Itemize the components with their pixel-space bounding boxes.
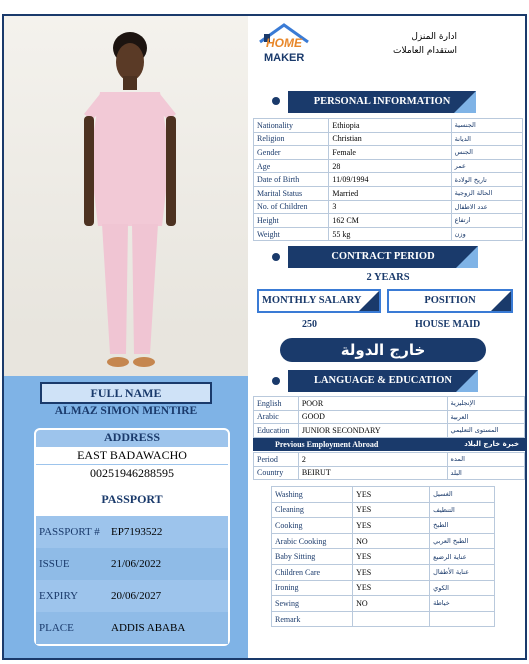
skill-row-value: NO xyxy=(353,533,430,549)
previous-employment-title: Previous Employment Abroad xyxy=(275,440,379,449)
contract-period-header xyxy=(288,246,478,268)
arabic-header xyxy=(393,30,457,58)
previous-row xyxy=(254,453,525,467)
bullet-icon xyxy=(272,97,280,105)
language-row-value: POOR xyxy=(298,397,447,411)
previous-employment-header xyxy=(253,438,525,451)
personal-row xyxy=(254,159,523,173)
personal-row xyxy=(254,227,523,241)
passport-row xyxy=(36,580,228,612)
passport-row-value: 21/06/2022 xyxy=(111,558,162,570)
previous-row-label: Period xyxy=(254,453,299,467)
personal-row-value: 28 xyxy=(329,159,451,173)
passport-row xyxy=(36,516,228,548)
skill-row-ar: الغسيل xyxy=(430,487,495,503)
passport-row-label: PASSPORT # xyxy=(39,526,100,538)
skill-row-ar: الطبخ العربي xyxy=(430,533,495,549)
personal-row-label: Religion xyxy=(254,132,329,146)
skills-table xyxy=(271,486,495,627)
previous-row-label: Country xyxy=(254,466,299,480)
salary-value: 250 xyxy=(302,319,317,330)
skill-row xyxy=(272,596,495,612)
personal-row xyxy=(254,214,523,228)
skill-row-ar: عناية الرضيع xyxy=(430,549,495,565)
skill-row-value: YES xyxy=(353,564,430,580)
language-row-value: GOOD xyxy=(298,410,447,424)
passport-row xyxy=(36,548,228,580)
personal-info-table xyxy=(253,118,523,241)
candidate-photo xyxy=(4,16,248,376)
address-line-2: 00251946288595 xyxy=(36,465,228,482)
skill-row-value xyxy=(353,611,430,627)
personal-row-ar: الديانة xyxy=(451,132,522,146)
personal-row-label: Age xyxy=(254,159,329,173)
personal-row xyxy=(254,200,523,214)
personal-row-value: 162 CM xyxy=(329,214,451,228)
skill-row-value: YES xyxy=(353,518,430,534)
position-value: HOUSE MAID xyxy=(415,319,481,330)
personal-row xyxy=(254,132,523,146)
bullet-icon xyxy=(272,377,280,385)
skill-row-ar: التنظيف xyxy=(430,502,495,518)
position-label-box xyxy=(387,289,513,313)
personal-row-ar: الجنس xyxy=(451,146,522,160)
skill-row-ar: الكوي xyxy=(430,580,495,596)
personal-row xyxy=(254,119,523,133)
skill-row xyxy=(272,611,495,627)
skill-row-value: YES xyxy=(353,502,430,518)
personal-row-value: Christian xyxy=(329,132,451,146)
personal-row-label: Gender xyxy=(254,146,329,160)
skill-row xyxy=(272,580,495,596)
position-label: POSITION xyxy=(424,295,476,306)
skill-row xyxy=(272,502,495,518)
language-row-label: Arabic xyxy=(254,410,299,424)
passport-label: PASSPORT xyxy=(36,482,228,516)
passport-row-label: PLACE xyxy=(39,622,74,634)
skill-row-ar: عناية الأطفال xyxy=(430,564,495,580)
personal-row xyxy=(254,146,523,160)
passport-row-value: ADDIS ABABA xyxy=(111,622,186,634)
language-row-value: JUNIOR SECONDARY xyxy=(298,424,447,438)
skill-row-label: Washing xyxy=(272,487,353,503)
full-name-value: ALMAZ SIMON MENTIRE xyxy=(54,405,198,417)
personal-row-ar: الجنسية xyxy=(451,119,522,133)
previous-row-value: BEIRUT xyxy=(298,466,447,480)
previous-employment-title-ar: خبرة خارج البلاد xyxy=(464,440,519,448)
language-education-title: LANGUAGE & EDUCATION xyxy=(313,375,453,386)
abroad-banner: خارج الدولة xyxy=(280,338,486,362)
passport-row-value: 20/06/2027 xyxy=(111,590,162,602)
logo-maker-text: MAKER xyxy=(264,52,305,64)
contract-period-title: CONTRACT PERIOD xyxy=(331,251,435,262)
personal-info-title: PERSONAL INFORMATION xyxy=(313,96,451,107)
skill-row-value: YES xyxy=(353,580,430,596)
previous-row-value: 2 xyxy=(298,453,447,467)
passport-row-value: EP7193522 xyxy=(111,526,163,538)
skill-row-label: Cooking xyxy=(272,518,353,534)
personal-row-ar: عدد الاطفال xyxy=(451,200,522,214)
language-row xyxy=(254,410,525,424)
personal-row-label: Height xyxy=(254,214,329,228)
skill-row-label: Children Care xyxy=(272,564,353,580)
skill-row-label: Arabic Cooking xyxy=(272,533,353,549)
skill-row-ar: خياطة xyxy=(430,596,495,612)
skill-row-ar xyxy=(430,611,495,627)
address-line-1: EAST BADAWACHO xyxy=(36,447,228,464)
language-row xyxy=(254,424,525,438)
language-row-label: English xyxy=(254,397,299,411)
language-row-label: Education xyxy=(254,424,299,438)
arabic-header-line-1: ادارة المنزل xyxy=(411,32,457,42)
personal-row-value: 55 kg xyxy=(329,227,451,241)
personal-info-header xyxy=(288,91,476,113)
personal-row-value: Married xyxy=(329,186,451,200)
passport-row-label: ISSUE xyxy=(39,558,70,570)
skill-row xyxy=(272,533,495,549)
contract-duration: 2 YEARS xyxy=(366,272,410,283)
skill-row-label: Cleaning xyxy=(272,502,353,518)
skill-row-value: NO xyxy=(353,596,430,612)
personal-row-label: Marital Status xyxy=(254,186,329,200)
skill-row xyxy=(272,487,495,503)
personal-row-ar: وزن xyxy=(451,227,522,241)
previous-row xyxy=(254,466,525,480)
personal-row-value: 3 xyxy=(329,200,451,214)
personal-row-ar: تاريخ الولادة xyxy=(451,173,522,187)
previous-row-ar: المده xyxy=(447,453,524,467)
previous-row-ar: البلد xyxy=(447,466,524,480)
previous-employment-table xyxy=(253,452,525,480)
personal-row xyxy=(254,173,523,187)
logo-home-text: HOME xyxy=(266,36,302,50)
language-row xyxy=(254,397,525,411)
language-row-ar: العربية xyxy=(447,410,524,424)
arabic-header-line-2: استقدام العاملات xyxy=(393,46,457,56)
address-label: ADDRESS xyxy=(103,430,160,444)
personal-row-ar: الحالة الزوجية xyxy=(451,186,522,200)
skill-row xyxy=(272,564,495,580)
skill-row xyxy=(272,549,495,565)
skill-row-label: Sewing xyxy=(272,596,353,612)
personal-row-label: Date of Birth xyxy=(254,173,329,187)
skill-row-label: Baby Sitting xyxy=(272,549,353,565)
language-education-header xyxy=(288,370,478,392)
personal-row-value: Female xyxy=(329,146,451,160)
language-row-ar: الإنجليزية xyxy=(447,397,524,411)
personal-row-ar: ارتفاع xyxy=(451,214,522,228)
monthly-salary-label-box xyxy=(257,289,381,313)
personal-row-label: Nationality xyxy=(254,119,329,133)
bullet-icon xyxy=(272,253,280,261)
language-table xyxy=(253,396,525,438)
personal-row-label: Weight xyxy=(254,227,329,241)
skill-row-label: Ironing xyxy=(272,580,353,596)
skill-row xyxy=(272,518,495,534)
personal-row-label: No. of Children xyxy=(254,200,329,214)
personal-row-value: 11/09/1994 xyxy=(329,173,451,187)
personal-row-ar: عمر xyxy=(451,159,522,173)
skill-row-label: Remark xyxy=(272,611,353,627)
language-row-ar: المستوى التعليمي xyxy=(447,424,524,438)
full-name-label: FULL NAME xyxy=(40,382,212,404)
monthly-salary-label: MONTHLY SALARY xyxy=(262,295,362,306)
passport-row-label: EXPIRY xyxy=(39,590,79,602)
skill-row-value: YES xyxy=(353,487,430,503)
personal-row-value: Ethiopia xyxy=(329,119,451,133)
personal-row xyxy=(254,186,523,200)
skill-row-ar: الطبخ xyxy=(430,518,495,534)
skill-row-value: YES xyxy=(353,549,430,565)
passport-row xyxy=(36,612,228,644)
